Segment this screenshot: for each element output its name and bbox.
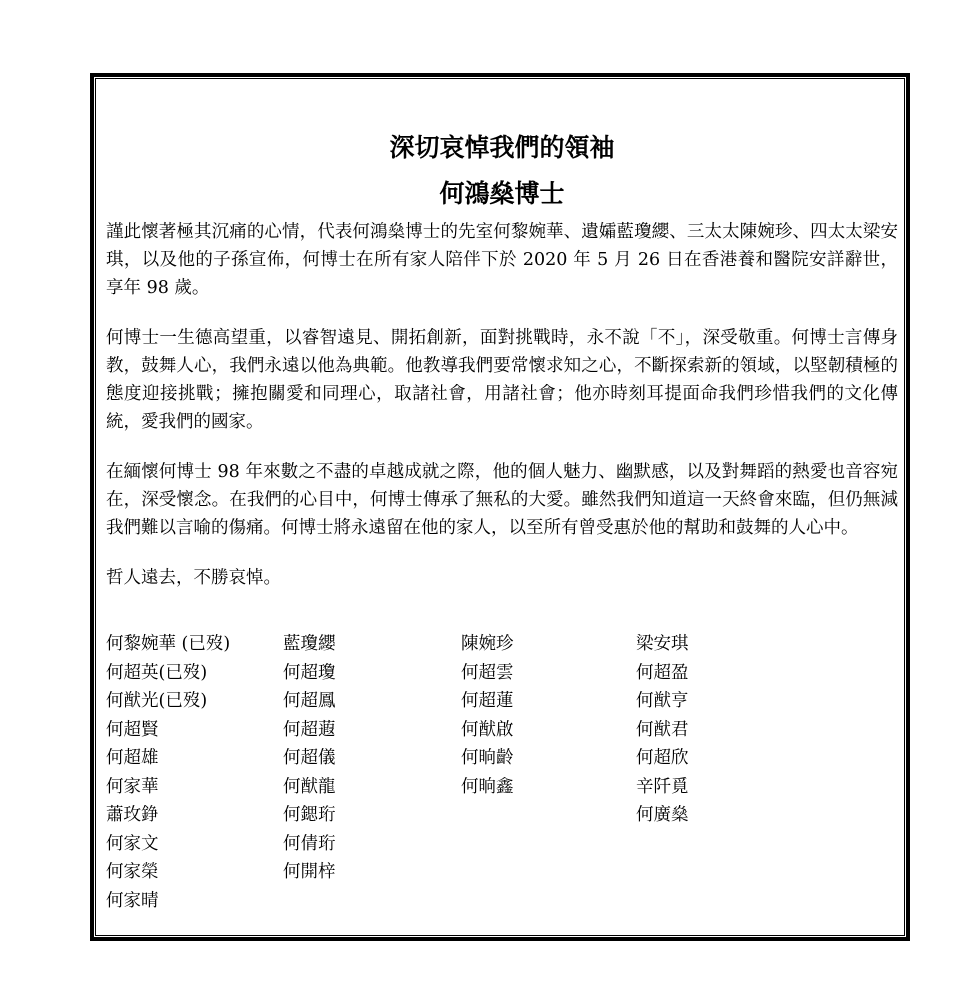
signatory-name: 何猷啟 (461, 719, 514, 740)
signatory-name: 何黎婉華 (已歿) (106, 634, 231, 654)
deceased-name: 何鴻燊博士 (439, 179, 565, 208)
signatory-column-3 (461, 630, 514, 801)
signatory-name: 何超盈 (636, 662, 689, 683)
signatory-name: 何超雄 (106, 748, 159, 768)
signatory-name: 何猷君 (636, 719, 689, 740)
signatory-name: 何超雲 (461, 662, 514, 683)
signatory-name: 何倩珩 (283, 833, 336, 854)
signatory-name: 何猷龍 (283, 776, 336, 797)
signatory-name: 何家華 (106, 776, 159, 797)
notice-body (106, 128, 898, 592)
signatory-name: 何超英(已歿) (106, 662, 208, 683)
signatory-name: 何家晴 (106, 890, 159, 911)
signatory-name: 何超儀 (283, 748, 336, 768)
signatory-name: 何超蕸 (283, 719, 336, 740)
signatory-name: 何家文 (106, 833, 159, 854)
signatory-name: 蕭玫錚 (106, 805, 159, 825)
signatory-column-1 (106, 630, 230, 915)
signatory-name: 何猷亨 (636, 691, 689, 711)
signatory-name: 辛阡覓 (636, 776, 689, 797)
closing-line: 哲人遠去，不勝哀悼。 (106, 568, 281, 588)
signatory-name: 何廣燊 (636, 805, 689, 825)
announcement-paragraph: 謹此懷著極其沉痛的心情，代表何鴻燊博士的先室何黎婉華、遺孀藍瓊纓、三太太陳婉珍、四太太梁安琪，以及他的子孫宣佈，何博士在所有家人陪伴下於 2020 年 5 月 26 日在香港養和醫院安詳辭世，享年 98 歲。 (106, 222, 898, 298)
signatory-column-2 (283, 630, 336, 887)
signatory-name: 何家榮 (106, 862, 159, 882)
remembrance-paragraph: 在緬懷何博士 98 年來數之不盡的卓越成就之際，他的個人魅力、幽默感，以及對舞蹈的熱愛也音容宛在，深受懷念。在我們的心目中，何博士傳承了無私的大愛。雖然我們知道這一天終會來臨，但仍無減我們難以言喻的傷痛。何博士將永遠留在他的家人，以至所有曾受惠於他的幫助和鼓舞的人心中。 (106, 462, 898, 538)
signatory-name: 何晌鑫 (461, 776, 514, 797)
signatory-name: 何晌齡 (461, 748, 514, 768)
signatory-name: 何開梓 (283, 862, 336, 882)
tribute-paragraph: 何博士一生德高望重，以睿智遠見、開拓創新，面對挑戰時，永不說「不」，深受敬重。何博士言傳身教，鼓舞人心，我們永遠以他為典範。他教導我們要常懷求知之心，不斷探索新的領域，以堅韌積極的態度迎接挑戰；擁抱關愛和同理心，取諸社會，用諸社會；他亦時刻耳提面命我們珍惜我們的文化傳統，愛我們的國家。 (106, 328, 898, 432)
signatory-name: 何超賢 (106, 719, 159, 740)
signatory-name: 陳婉珍 (461, 634, 514, 654)
signatory-name: 何超鳳 (283, 691, 336, 711)
signatory-column-4 (636, 630, 689, 830)
notice-title: 深切哀悼我們的領袖 (389, 133, 615, 162)
signatory-name: 藍瓊纓 (283, 634, 336, 654)
signatory-name: 梁安琪 (636, 634, 689, 654)
signatory-name: 何超欣 (636, 748, 689, 768)
signatory-name: 何超蓮 (461, 691, 514, 711)
signatory-name: 何鍶珩 (283, 805, 336, 825)
signatory-name: 何猷光(已歿) (106, 691, 208, 711)
signatory-name: 何超瓊 (283, 662, 336, 683)
